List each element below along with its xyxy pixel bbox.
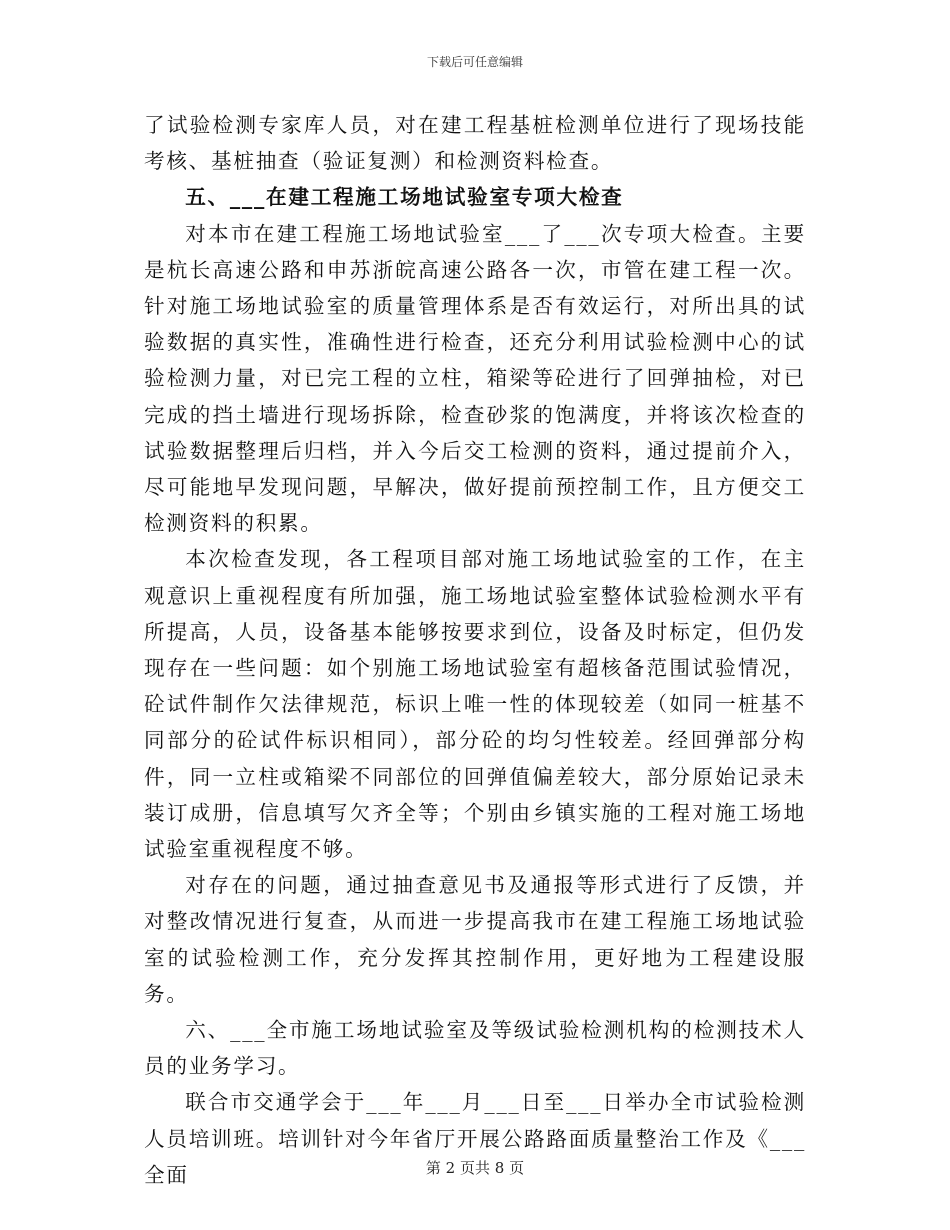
paragraph-inspection-summary: 对本市在建工程施工场地试验室___了___次专项大检查。主要是杭长高速公路和申苏浙皖高速公路各一次，市管在建工程一次。针对施工场地试验室的质量管理体系是否有效运行，对所出具的试验数据的真实性，准确性进行检查，还充分利用试验检测中心的试验检测力量，对已完工程的立柱，箱梁等砼进行了回弹抽检，对已完成的挡土墙进行现场拆除，检查砂浆的饱满度，并将该次检查的试验数据整理后归档，并入今后交工检测的资料，通过提前介入，尽可能地早发现问题，早解决，做好提前预控制工作，且方便交工检测资料的积累。 (144, 221, 806, 536)
paragraph-training: 联合市交通学会于___年___月___日至___日举办全市试验检测人员培训班。培训针对今年省厅开展公路路面质量整治工作及《___全面 (144, 1090, 806, 1187)
paragraph-continuation: 了试验检测专家库人员，对在建工程基桩检测单位进行了现场技能考核、基桩抽查（验证复测）和检测资料检查。 (144, 113, 806, 174)
document-body (144, 107, 806, 1193)
page-header: 下载后可任意编辑 (426, 55, 523, 69)
page-footer: 第 2 页共 8 页 (425, 1159, 525, 1177)
section-heading-five: 五、___在建工程施工场地试验室专项大检查 (185, 185, 624, 210)
paragraph-inspection-findings: 本次检查发现，各工程项目部对施工场地试验室的工作，在主观意识上重视程度有所加强，施工场地试验室整体试验检测水平有所提高，人员，设备基本能够按要求到位，设备及时标定，但仍发现存在一些问题：如个别施工场地试验室有超核备范围试验情况，砼试件制作欠法律规范，标识上唯一性的体现较差（如同一桩基不同部分的砼试件标识相同），部分砼的均匀性较差。经回弹部分构件，同一立柱或箱梁不同部位的回弹值偏差较大，部分原始记录未装订成册，信息填写欠齐全等；个别由乡镇实施的工程对施工场地试验室重视程度不够。 (144, 547, 806, 862)
paragraph-feedback: 对存在的问题，通过抽查意见书及通报等形式进行了反馈，并对整改情况进行复查，从而进一步提高我市在建工程施工场地试验室的试验检测工作，充分发挥其控制作用，更好地为工程建设服务。 (144, 873, 806, 1006)
section-heading-six: 六、___全市施工场地试验室及等级试验检测机构的检测技术人员的业务学习。 (144, 1018, 806, 1079)
